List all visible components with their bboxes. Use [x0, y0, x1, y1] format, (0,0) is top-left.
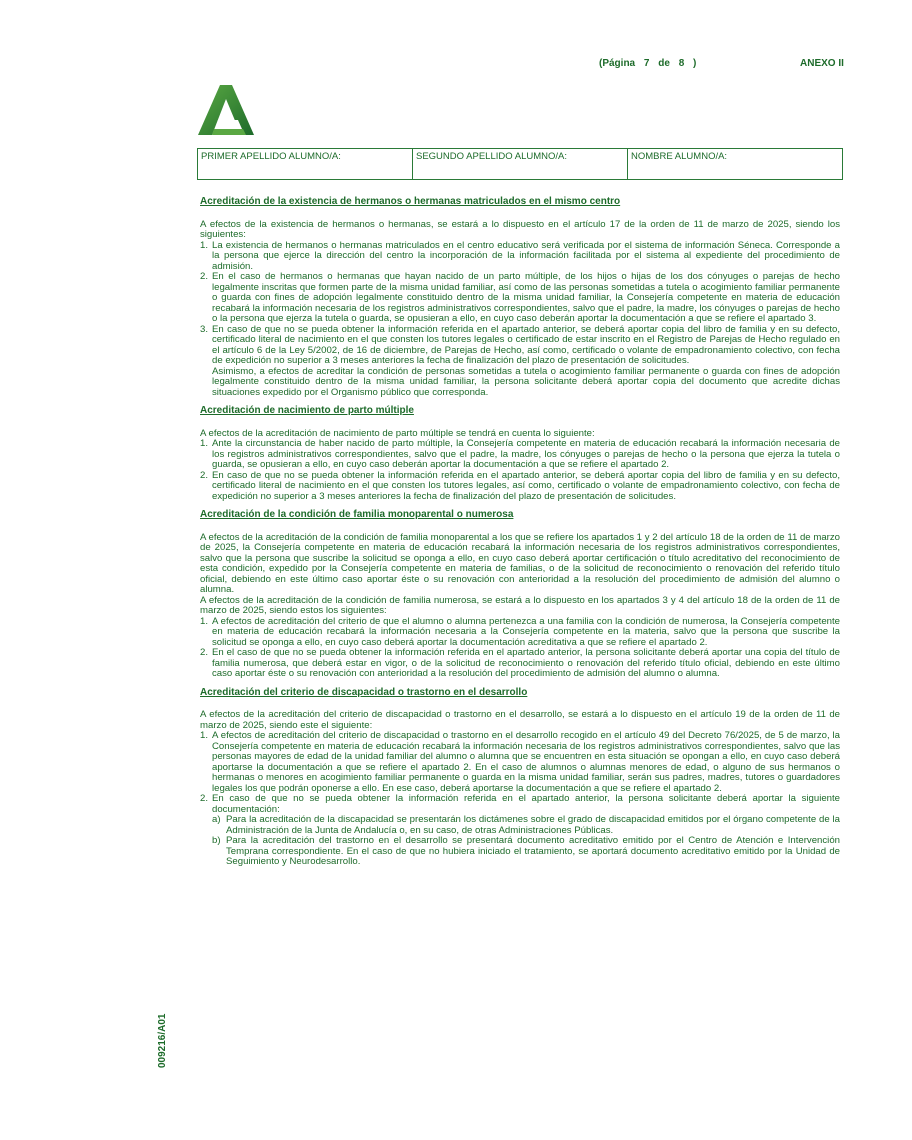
list-item: 3. En caso de que no se pueda obtener la información referida en el apartado anterior, se deberá aportar copia del libro de familia y en su defecto, certificado literal de nacimiento en el que consten los tutores legales o certificado de estar inscrito en el Registro de Parejas de Hecho regulado en el artículo 6 de la Ley 5/2002, de 16 de diciembre, de Parejas de Hecho, así como, certificado o volante de empadronamiento colectivo, con fecha de expedición no superior a 3 meses anteriores la fecha de finalización del plazo de presentación de solicitudes.: [200, 323, 840, 366]
sub-list-item: a) Para la acreditación de la discapacidad se presentarán los dictámenes sobre el grado de discapacidad emitidos por el órgano competente de la Administración de la Junta de Andalucía o, en su caso, de otras Administraciones Públicas.: [212, 814, 840, 836]
section-title: Acreditación de la existencia de hermanos o hermanas matriculados en el mismo centro: [200, 196, 621, 207]
form-code: 009216/A01: [157, 1013, 168, 1068]
annex-label: ANEXO II: [800, 58, 844, 69]
student-name-field[interactable]: [628, 149, 842, 179]
page-total: 8: [678, 58, 685, 69]
page-current: 7: [643, 58, 650, 69]
student-names-table: [197, 148, 843, 180]
first-surname-field[interactable]: [198, 149, 413, 179]
list-item: 2. En caso de que no se pueda obtener la información referida en el apartado anterior, la persona solicitante deberá aportar la siguiente documentación:: [200, 793, 840, 815]
first-surname-label: PRIMER APELLIDO ALUMNO/A:: [201, 151, 341, 162]
list-item: 1. Ante la circunstancia de haber nacido de parto múltiple, la Consejería competente en materia de educación recabará la información necesaria de los registros administrativos correspondientes, salvo que el padre, la madre, los cónyuges o parejas de hecho o la persona que ejerza la tutela o guarda, se opusieran a ello, en cuyo caso deberán aportar la documentación a que se refiere el apartado 2.: [200, 438, 840, 470]
page-of: de: [658, 58, 670, 69]
second-surname-field[interactable]: [413, 149, 628, 179]
section-multiple-birth: [200, 406, 840, 502]
section-intro: A efectos de la acreditación de nacimiento de parto múltiple se tendrá en cuenta lo siguiente:: [200, 427, 595, 439]
page-suffix: ): [693, 58, 697, 69]
section-intro: A efectos de la existencia de hermanos o hermanas, se estará a lo dispuesto en el artículo 17 de la orden de 11 de marzo de 2025, siendo los siguientes:: [200, 218, 840, 240]
list-item: 2. En caso de que no se pueda obtener la información referida en el apartado anterior, se deberá aportar copia del libro de familia y en su defecto, certificado literal de nacimiento en el que consten los tutores legales, así como, certificado o volante de empadronamiento colectivo, con fecha de expedición no superior a 3 meses anteriores la fecha de finalización del plazo de presentación de solicitudes.: [200, 469, 840, 502]
second-surname-label: SEGUNDO APELLIDO ALUMNO/A:: [416, 151, 567, 162]
list-item: 1. La existencia de hermanos o hermanas matriculados en el centro educativo será verificada por el sistema de información Séneca. Corresponde a la persona que ejerce la dirección del centro la incorporación de la información facilitada por el sistema al expediente del procedimiento de admisión.: [200, 239, 840, 272]
section-intro-2: A efectos de la acreditación de la condición de familia numerosa, se estará a lo dispuesto en los apartados 3 y 4 del artículo 18 de la orden de 11 de marzo de 2025, siendo estos los siguientes:: [200, 594, 840, 616]
page-indicator: [596, 58, 699, 69]
section-title: Acreditación de nacimiento de parto múltiple: [200, 405, 414, 416]
page-prefix: (Página: [599, 58, 636, 69]
section-siblings: [200, 197, 840, 398]
list-item: 2. En el caso de que no se pueda obtener la información referida en el apartado anterior, la persona solicitante deberá aportar una copia del título de familia numerosa, que deberá estar en vigor, o de la solicitud de reconocimiento o renovación del referido título oficial, debiendo en este último caso aportar éste o su renovación con anterioridad a la resolución del procedimiento de admisión del alumno o alumna.: [200, 647, 840, 679]
section-intro: A efectos de la acreditación del criterio de discapacidad o trastorno en el desarrollo, se estará a lo dispuesto en el artículo 19 de la orden de 11 de marzo de 2025, siendo este el siguiente:: [200, 709, 840, 731]
section-disability: [200, 688, 840, 868]
section-family-condition: [200, 510, 840, 680]
student-name-label: NOMBRE ALUMNO/A:: [631, 151, 728, 162]
section-title: Acreditación del criterio de discapacidad o trastorno en el desarrollo: [200, 686, 528, 698]
section-title: Acreditación de la condición de familia monoparental o numerosa: [200, 509, 514, 520]
list-item: 1. A efectos de acreditación del criterio de discapacidad o trastorno en el desarrollo recogido en el artículo 49 del Decreto 76/2025, de 5 de marzo, la Consejería competente en materia de educación recabará la información necesaria de los registros administrativos correspondientes, salvo que las personas mayores de edad de la unidad familiar del alumno o alumna que se encuentren en esta situación se opongan a ello, en cuyo caso deberá aportarse la documentación a que se refiere el apartado 2. En el caso de alumnos o alumnas menores de edad, o alguno de sus hermanos o hermanas o menores en acogimiento familiar permanente o guarda en la misma unidad familiar, serán sus padres, madres, tutores o guardadores legales los que podrán oponerse a ello. En ese caso, deberá aportarse la documentación a que se refiere el apartado 2.: [200, 730, 840, 794]
list-item: 1. A efectos de acreditación del criterio de que el alumno o alumna pertenezca a una familia con la condición de numerosa, la Consejería competente en materia de educación recabará la información necesaria a la Consejería competente en la materia, salvo que la persona que suscribe la solicitud se oponga a ello, en cuyo caso deberá aportar la documentación acreditativa a que se refiere el apartado 2.: [200, 615, 840, 648]
sub-list-item: b) Para la acreditación del trastorno en el desarrollo se presentará documento acreditativo emitido por el Centro de Atención e Intervención Temprana correspondiente. En el caso de que no hubiera iniciado el tratamiento, se aportará documento acreditativo emitido por la Unidad de Seguimiento y Neurodesarrollo.: [212, 835, 840, 867]
list-item: 2. En el caso de hermanos o hermanas que hayan nacido de un parto múltiple, de los hijos o hijas de los dos cónyuges o parejas de hecho legalmente inscritas que formen parte de la misma unidad familiar, así como de las personas sometidas a tutela o acogimiento familiar permanente o guarda con fines de adopción legalmente constituido dentro de la misma unidad familiar, la Consejería competente en materia de educación recabará la información necesaria de los registros administrativos correspondientes, salvo que el padre, la madre, los cónyuges o parejas de hecho o la persona que ejerza la tutela o guarda, se opusieran a ello, en cuyo caso deberán aportar la documentación a que se refiere el apartado 3.: [200, 271, 840, 324]
junta-de-andalucia-logo-icon: [198, 85, 254, 135]
section-intro: A efectos de la acreditación de la condición de familia monoparental a los que se refiere los apartados 1 y 2 del artículo 18 de la orden de 11 de marzo de 2025, la Consejería competente en materia de educación recabará la información necesaria de los registros administrativos correspondientes, salvo que la persona que suscribe la solicitud se oponga a ello, en cuyo caso deberá aportar certificación o título acreditativo del reconocimiento de esta condición, expedido por la Consejería competente en materia de familias, o de la solicitud de reconocimiento o renovación del referido título oficial, debiendo en este último caso aportar éste o su renovación con anterioridad a la resolución del procedimiento de admisión del alumno o alumna.: [200, 531, 840, 595]
section-extra: Asimismo, a efectos de acreditar la condición de personas sometidas a tutela o acogimiento familiar permanente o guarda con fines de adopción legalmente constituido dentro de la misma unidad familiar, la persona solicitante deberá aportar copia del documento que acredite dichas situaciones expedido por el Organismo público que corresponda.: [212, 365, 840, 398]
document-body: [200, 197, 840, 876]
